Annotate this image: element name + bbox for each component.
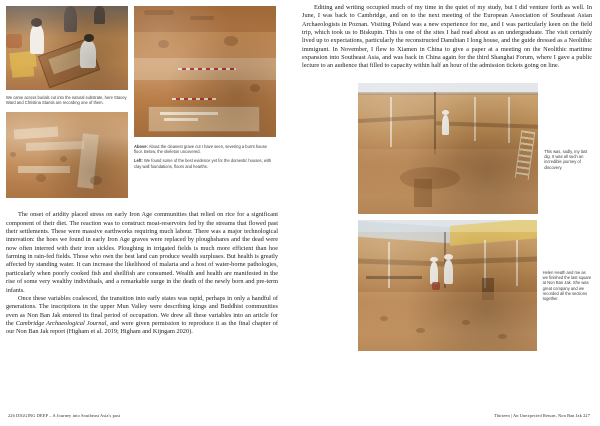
spread-gutter — [286, 0, 294, 426]
caption-text: We came across burials cut into the natural substrate, here Stacey Ward and Christina Stantis are recording one of them. — [6, 95, 127, 106]
right-column-figures — [134, 6, 276, 198]
paragraph-aridity-iron-age: The onset of aridity placed stress on early Iron Age communities that relied on rice for a significant component of their diet. The reaction was to construct moat-reservoirs fed by the streams that flowed past their settlements. These were massive earthworks requiring much labour. There was a major technological innovation: the hoes we found in early Iron Age graves were replaced by ploughshares and the dead were now often interred with their iron sickles. Ploughing in irrigated fields is much more efficient than hoe farming in rain-fed fields. Those who own the best land can produce wealth surpluses. But health is greatly affected by standing water. It can increase the likelihood of malaria and a host of water-borne pathologies, particularly when poorly cooked fish and shellfish are consumed. Wealth and health are manifested in the rise of some very wealthy individuals, and a remarkable surge in the death of the newly born and pre-term infants. — [6, 211, 278, 294]
caption-label-left: Left: — [134, 158, 143, 164]
paragraph-editing-and-travel: Editing and writing occupied much of my time in the quiet of my study, but I did venture forth as well. In June, I was back to Cambridge, and on to the next meeting of the European Association of Southeast Asian Archaeologists in Poznan. Visiting Poland was a new experience for me, and I was particularly keen on the field trip, which took us to Biskupin. This is one of the sites I had read about as an undergraduate. The visit certainly lived up to expectations, particularly the reconstructed Danubian I long house, and the guide dressed as a Neolithic immigrant. In November, I flew to Xiamen in China to give a paper at a meeting on the Neolithic maritime expansion into Southeast Asia, and was back in China again for the third Shanghai Forum, where I gave a public lecture to an audience that filled to capacity within half an hour of the admission tickets going on line. — [302, 4, 592, 70]
caption-dig-people — [6, 95, 128, 105]
left-page-figure-row — [6, 6, 278, 198]
journal-title-italic: Cambridge Archaeological Journal — [15, 319, 107, 327]
paragraph-part-after-italic: , and were given permission to reproduce it as the final chapter of our Non Ban Jak report (Higham et al. 2019; Higham and Kijngam 2020). — [6, 319, 278, 336]
left-page — [0, 0, 286, 426]
paragraph-transition-early-states — [6, 295, 278, 337]
figure-last-dig-excavation-square — [358, 83, 538, 214]
folio-right-page: Thirteen | An Unexpected Return, Non Ban Jak 227 — [493, 413, 590, 418]
caption-text-above: About the cleanest grave cut I have seen, severing a burnt house floor. Below, the skeleton uncovered. — [134, 144, 267, 155]
figure-block-last-dig — [296, 83, 592, 214]
side-caption-helen-heath — [543, 270, 592, 302]
side-caption-text: Helen Heath and me as we finished the last square at Non Ban Jak. She was great company and we recorded all the sections together. — [542, 269, 592, 302]
paragraph-part-before-italic: Once these variables coalesced, the transition into early states was rapid, perhaps in only a handful of generations. The inscriptions in the upper Mun Valley were describing kings and Buddhist communities even as Non Ban Jak entered its final period of occupation. We drew all these variables into an article for the — [6, 294, 278, 327]
caption-text-left: We found some of the best evidence yet for the domestic houses, with clay wall foundations, floors and hearths. — [134, 158, 272, 169]
caption-label-above: Above: — [134, 144, 148, 149]
folio-left-page: 226 DIGGING DEEP – A Journey into Southeast Asia's past — [8, 413, 121, 418]
right-page-body-text — [302, 4, 592, 71]
caption-house-floor-left — [134, 158, 276, 168]
side-caption-text: This was, sadly, my last dig. It was all such an incredible journey of discovery. — [544, 148, 588, 170]
figure-helen-heath-last-square — [358, 220, 537, 351]
side-caption-last-dig — [544, 149, 592, 170]
left-page-body-text — [6, 211, 278, 336]
caption-grave-cut-above — [134, 144, 276, 154]
figure-grave-cut-burnt-house-floor — [134, 6, 276, 137]
right-page — [294, 0, 600, 426]
figure-dig-people-recording-burial — [6, 6, 128, 90]
left-column-figures — [6, 6, 128, 198]
figure-house-floor-clay-wall-foundations — [6, 112, 128, 198]
figure-block-helen-heath — [296, 220, 592, 351]
